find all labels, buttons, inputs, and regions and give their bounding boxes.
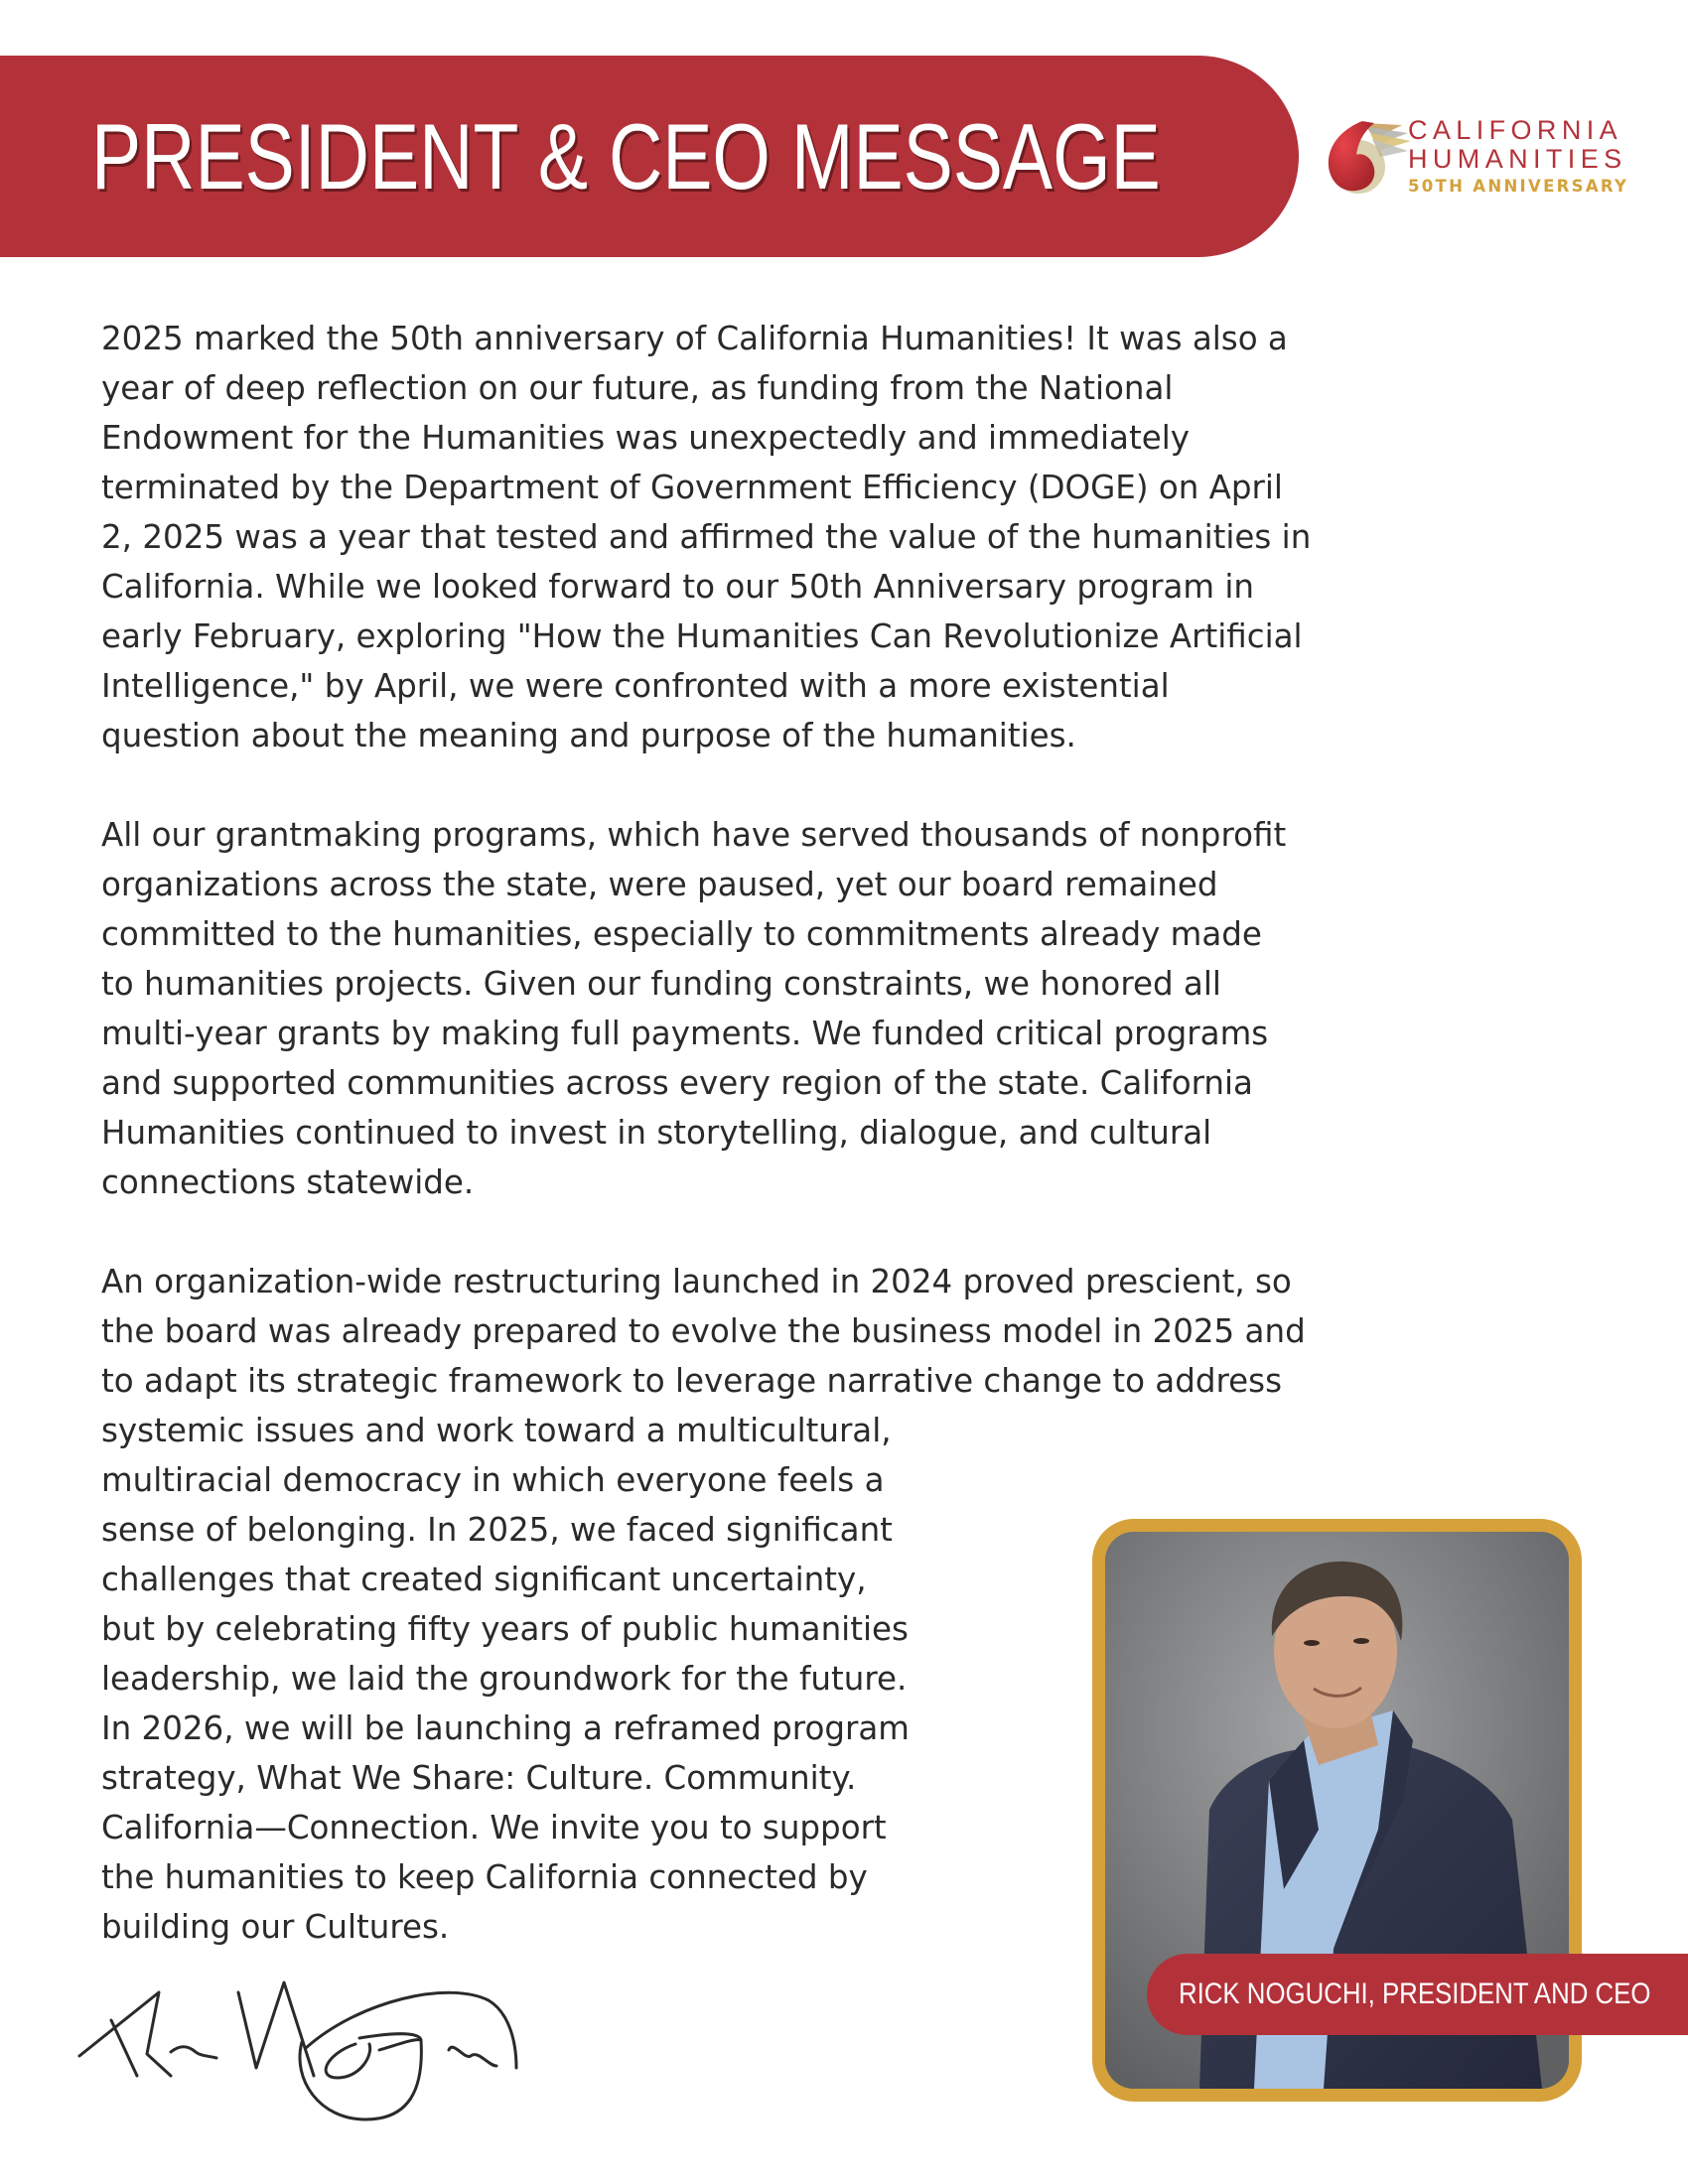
- text-line: Humanities continued to invest in storytelling, dialogue, and cultural: [101, 1114, 1212, 1152]
- text-line: and supported communities across every region of the state. California: [101, 1064, 1253, 1102]
- text-line: early February, exploring "How the Humanities Can Revolutionize Artificial: [101, 617, 1303, 655]
- text-line: An organization-wide restructuring launched in 2024 proved prescient, so: [101, 1263, 1292, 1300]
- text-line: to humanities projects. Given our funding constraints, we honored all: [101, 965, 1221, 1003]
- text-line: the humanities to keep California connected by: [101, 1858, 868, 1896]
- text-line: year of deep reflection on our future, as funding from the National: [101, 369, 1174, 407]
- text-line: question about the meaning and purpose of the humanities.: [101, 717, 1076, 754]
- california-humanities-logo-icon: [1313, 111, 1412, 203]
- text-line: 2, 2025 was a year that tested and affirmed the value of the humanities in: [101, 518, 1312, 556]
- text-line: In 2026, we will be launching a reframed program: [101, 1709, 910, 1747]
- text-line: multi-year grants by making full payments. We funded critical programs: [101, 1015, 1269, 1052]
- text-line: All our grantmaking programs, which have served thousands of nonprofit: [101, 816, 1287, 854]
- text-line: building our Cultures.: [101, 1908, 450, 1946]
- text-line: the board was already prepared to evolve the business model in 2025 and: [101, 1312, 1306, 1350]
- text-line: organizations across the state, were paused, yet our board remained: [101, 866, 1218, 903]
- paragraph-2: [101, 810, 1491, 1207]
- text-line: multiracial democracy in which everyone feels a: [101, 1461, 885, 1499]
- logo-text-anniversary: 50TH ANNIVERSARY: [1408, 177, 1629, 196]
- text-line: to adapt its strategic framework to leverage narrative change to address: [101, 1362, 1282, 1400]
- text-line: sense of belonging. In 2025, we faced significant: [101, 1511, 893, 1549]
- california-humanities-logo: [1313, 111, 1630, 203]
- text-line: systemic issues and work toward a multicultural,: [101, 1412, 892, 1449]
- text-line: terminated by the Department of Government Efficiency (DOGE) on April: [101, 469, 1283, 506]
- text-line: challenges that created significant uncertainty,: [101, 1561, 867, 1598]
- paragraph-1: [101, 314, 1491, 760]
- name-caption: RICK NOGUCHI, PRESIDENT AND CEO: [1179, 1978, 1651, 2010]
- text-line: connections statewide.: [101, 1163, 475, 1201]
- logo-text-humanities: HUMANITIES: [1408, 144, 1627, 174]
- text-line: Endowment for the Humanities was unexpectedly and immediately: [101, 419, 1190, 457]
- text-line: 2025 marked the 50th anniversary of California Humanities! It was also a: [101, 320, 1288, 357]
- text-line: but by celebrating fifty years of public humanities: [101, 1610, 909, 1648]
- text-line: committed to the humanities, especially to commitments already made: [101, 915, 1262, 953]
- signature-icon: [71, 1961, 528, 2129]
- text-line: California. While we looked forward to our 50th Anniversary program in: [101, 568, 1255, 606]
- logo-text-california: CALIFORNIA: [1408, 115, 1623, 145]
- page-title: PRESIDENT & CEO MESSAGE: [91, 104, 1161, 208]
- text-line: Intelligence," by April, we were confronted with a more existential: [101, 667, 1170, 705]
- text-line: leadership, we laid the groundwork for the future.: [101, 1660, 908, 1698]
- text-line: strategy, What We Share: Culture. Community.: [101, 1759, 857, 1797]
- name-caption-banner: [1147, 1954, 1688, 2035]
- text-line: California—Connection. We invite you to support: [101, 1809, 887, 1846]
